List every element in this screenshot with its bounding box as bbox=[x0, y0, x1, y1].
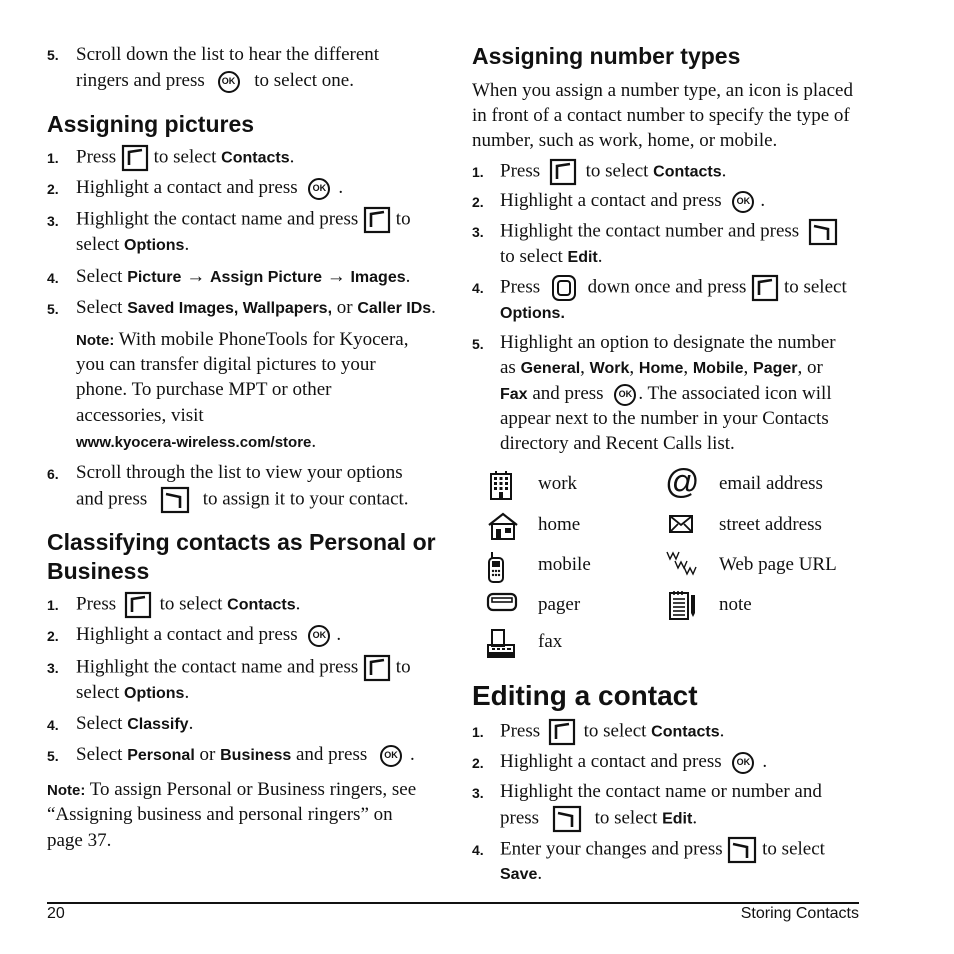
step-text: Highlight a contact and press OK . bbox=[76, 624, 342, 645]
step-number: 4. bbox=[47, 717, 59, 733]
footer-divider bbox=[47, 902, 859, 904]
step-text: Highlight a contact and press OK . bbox=[500, 190, 766, 211]
step-number: 3. bbox=[47, 213, 59, 229]
right-softkey-icon bbox=[727, 836, 757, 864]
ok-key-icon: OK bbox=[732, 191, 754, 213]
step-text: Enter your changes and press to select bbox=[500, 836, 825, 864]
web-url-icon bbox=[666, 548, 698, 576]
icon-label: street address bbox=[719, 514, 822, 535]
right-softkey-icon bbox=[552, 805, 582, 833]
note-text: you can transfer digital pictures to your bbox=[76, 354, 376, 375]
step-text: Options. bbox=[500, 305, 565, 322]
step-number: 1. bbox=[472, 724, 484, 740]
envelope-icon bbox=[668, 513, 694, 535]
step-number: 2. bbox=[47, 628, 59, 644]
icon-label: mobile bbox=[538, 554, 591, 575]
step-text: Highlight an option to designate the number bbox=[500, 332, 836, 353]
section-heading-number-types: Assigning number types bbox=[472, 43, 741, 69]
icon-label: work bbox=[538, 473, 578, 494]
right-softkey-icon bbox=[160, 486, 190, 514]
step-number: 3. bbox=[472, 224, 484, 240]
step-text: Press down once and press to select bbox=[500, 274, 847, 302]
icon-label: note bbox=[719, 594, 752, 615]
step-text: Press to select Contacts. bbox=[500, 718, 724, 746]
step-text: Press to select Contacts. bbox=[76, 591, 300, 619]
step-number: 2. bbox=[47, 181, 59, 197]
step-text: Highlight a contact and press OK . bbox=[500, 751, 768, 772]
icon-label: pager bbox=[538, 594, 581, 615]
step-number: 5. bbox=[472, 336, 484, 352]
left-softkey-icon bbox=[124, 591, 152, 619]
step-number: 4. bbox=[472, 280, 484, 296]
section-heading-classify: Classifying contacts as Personal or Business bbox=[47, 529, 436, 584]
notepad-icon bbox=[668, 589, 696, 621]
note-text: phone. To purchase MPT or other bbox=[76, 379, 332, 400]
step-text: directory and Recent Calls list. bbox=[500, 433, 735, 454]
left-softkey-icon bbox=[363, 654, 391, 682]
step-number: 4. bbox=[47, 270, 59, 286]
step-text: appear next to the number in your Contacts bbox=[500, 408, 829, 429]
note-text: “Assigning business and personal ringers” on bbox=[47, 804, 393, 825]
ok-key-icon: OK bbox=[380, 745, 402, 767]
step-text: Highlight the contact name and press to bbox=[76, 206, 411, 234]
step-text: Select Classify. bbox=[76, 713, 194, 734]
left-softkey-icon bbox=[121, 144, 149, 172]
step-text: to select Edit. bbox=[500, 246, 603, 267]
left-softkey-icon bbox=[363, 206, 391, 234]
ok-key-icon: OK bbox=[308, 625, 330, 647]
step-number: 5. bbox=[47, 47, 59, 63]
step-number: 3. bbox=[472, 785, 484, 801]
step-text: Press to select Contacts. bbox=[76, 144, 294, 172]
step-text: select Options. bbox=[76, 682, 190, 703]
step-text: as General, Work, Home, Mobile, Pager, or bbox=[500, 357, 823, 378]
step-number: 5. bbox=[47, 301, 59, 317]
step-text: Highlight the contact name or number and bbox=[500, 781, 822, 802]
step-text: Select Picture → Assign Picture → Images. bbox=[76, 266, 411, 287]
note-text: Note: To assign Personal or Business ringers, see bbox=[47, 779, 417, 800]
page-number: 20 bbox=[47, 905, 65, 922]
step-text: Save. bbox=[500, 863, 543, 884]
step-text: Select Saved Images, Wallpapers, or Caller IDs. bbox=[76, 297, 436, 318]
left-softkey-icon bbox=[549, 158, 577, 186]
at-sign-icon: @ bbox=[665, 463, 700, 501]
navigation-key-icon bbox=[551, 274, 577, 302]
note-text: Note: With mobile PhoneTools for Kyocera, bbox=[76, 329, 409, 350]
ok-key-icon: OK bbox=[614, 384, 636, 406]
step-text: select Options. bbox=[76, 234, 190, 255]
building-icon bbox=[487, 470, 515, 500]
section-name: Storing Contacts bbox=[740, 905, 859, 922]
step-text: ringers and press OK to select one. bbox=[76, 70, 354, 91]
section-heading-pictures: Assigning pictures bbox=[47, 111, 255, 137]
icon-label: email address bbox=[719, 473, 823, 494]
icon-label: fax bbox=[538, 631, 563, 652]
section-heading-editing: Editing a contact bbox=[472, 680, 698, 711]
icon-label: home bbox=[538, 514, 581, 535]
paragraph-text: number, such as work, home, or mobile. bbox=[472, 130, 778, 151]
step-text: Highlight the contact number and press bbox=[500, 218, 838, 246]
step-text: Highlight a contact and press OK . bbox=[76, 177, 344, 198]
right-softkey-icon bbox=[808, 218, 838, 246]
left-softkey-icon bbox=[548, 718, 576, 746]
step-number: 4. bbox=[472, 842, 484, 858]
paragraph-text: in front of a contact number to specify the type of bbox=[472, 105, 850, 126]
step-text: press to select Edit. bbox=[500, 805, 697, 833]
fax-icon bbox=[486, 627, 516, 659]
note-text: page 37. bbox=[47, 830, 112, 851]
left-softkey-icon bbox=[751, 274, 779, 302]
note-text: accessories, visit bbox=[76, 405, 204, 426]
ok-key-icon: OK bbox=[732, 752, 754, 774]
step-text: Scroll through the list to view your options bbox=[76, 462, 403, 483]
note-url: www.kyocera-wireless.com/store. bbox=[76, 431, 317, 452]
step-number: 1. bbox=[47, 597, 59, 613]
icon-label: Web page URL bbox=[719, 554, 837, 575]
paragraph-text: When you assign a number type, an icon is placed bbox=[472, 80, 853, 101]
ok-key-icon: OK bbox=[308, 178, 330, 200]
cellphone-icon bbox=[486, 550, 506, 584]
step-number: 1. bbox=[47, 150, 59, 166]
house-icon bbox=[487, 511, 519, 541]
step-text: Scroll down the list to hear the different bbox=[76, 44, 380, 65]
step-number: 2. bbox=[472, 755, 484, 771]
step-number: 3. bbox=[47, 660, 59, 676]
pager-icon bbox=[486, 591, 518, 613]
step-text: Fax and press OK . The associated icon will bbox=[500, 383, 832, 404]
ok-key-icon: OK bbox=[218, 71, 240, 93]
step-number: 1. bbox=[472, 164, 484, 180]
step-text: Highlight the contact name and press to bbox=[76, 654, 411, 682]
step-number: 2. bbox=[472, 194, 484, 210]
step-number: 6. bbox=[47, 466, 59, 482]
step-text: Select Personal or Business and press OK . bbox=[76, 744, 415, 765]
step-number: 5. bbox=[47, 748, 59, 764]
step-text: Press to select Contacts. bbox=[500, 158, 726, 186]
step-text: and press to assign it to your contact. bbox=[76, 486, 409, 514]
